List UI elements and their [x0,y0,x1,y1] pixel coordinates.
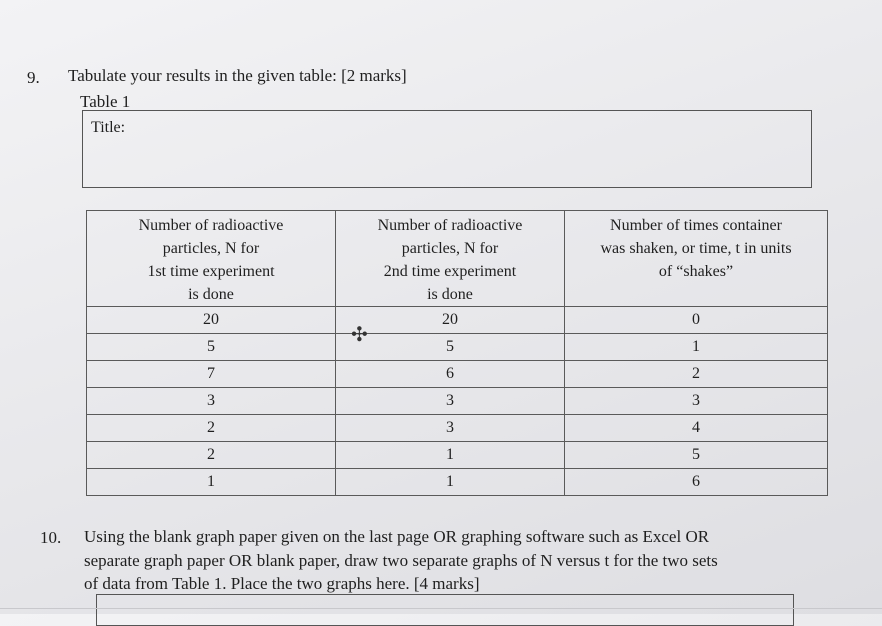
table-cell: 3 [336,388,565,415]
table-row [87,415,828,442]
table-move-handle-icon[interactable]: ✣ [351,324,368,346]
table-cell: 3 [336,415,565,442]
table-row [87,361,828,388]
table-cell: 1 [336,469,565,496]
table-row [87,469,828,496]
table-row [87,388,828,415]
question-10-line-3: of data from Table 1. Place the two graphs here. [4 marks] [84,574,480,593]
table-cell: 6 [565,469,828,496]
question-9-text: Tabulate your results in the given table: [2 marks] [68,66,407,85]
table-cell: 2 [565,361,828,388]
table-cell: 4 [565,415,828,442]
table-cell: 3 [565,388,828,415]
table-cell: 20 [87,307,336,334]
table-cell: 5 [336,334,565,361]
table-row [87,307,828,334]
table-cell: 1 [565,334,828,361]
header-shakes: Number of times container was shaken, or time, t in units of “shakes” [565,211,828,307]
title-answer-box[interactable] [82,110,812,188]
table-row [87,334,828,361]
table-cell: 20 [336,307,565,334]
table-cell: 3 [87,388,336,415]
question-10-line-2: separate graph paper OR blank paper, draw two separate graphs of N versus t for the two sets [84,551,718,570]
table-caption: Table 1 [80,92,131,111]
table-row [87,442,828,469]
table-cell: 1 [336,442,565,469]
title-label: Title: [91,119,126,136]
table-cell: 2 [87,442,336,469]
graph-answer-box[interactable] [96,594,794,626]
header-n-second-experiment: Number of radioactive particles, N for 2nd time experiment is done [336,211,565,307]
question-10-number: 10. [40,528,62,547]
table-cell: 5 [87,334,336,361]
results-table [86,210,828,496]
question-9-number: 9. [27,68,40,87]
table-cell: 2 [87,415,336,442]
table-cell: 5 [565,442,828,469]
table-cell: 0 [565,307,828,334]
table-cell: 7 [87,361,336,388]
table-cell: 6 [336,361,565,388]
table-header-row [87,211,828,307]
page-bottom-divider [0,608,882,609]
question-10-line-1: Using the blank graph paper given on the last page OR graphing software such as Excel OR [84,527,710,546]
table-cell: 1 [87,469,336,496]
header-n-first-experiment: Number of radioactive particles, N for 1st time experiment is done [87,211,336,307]
